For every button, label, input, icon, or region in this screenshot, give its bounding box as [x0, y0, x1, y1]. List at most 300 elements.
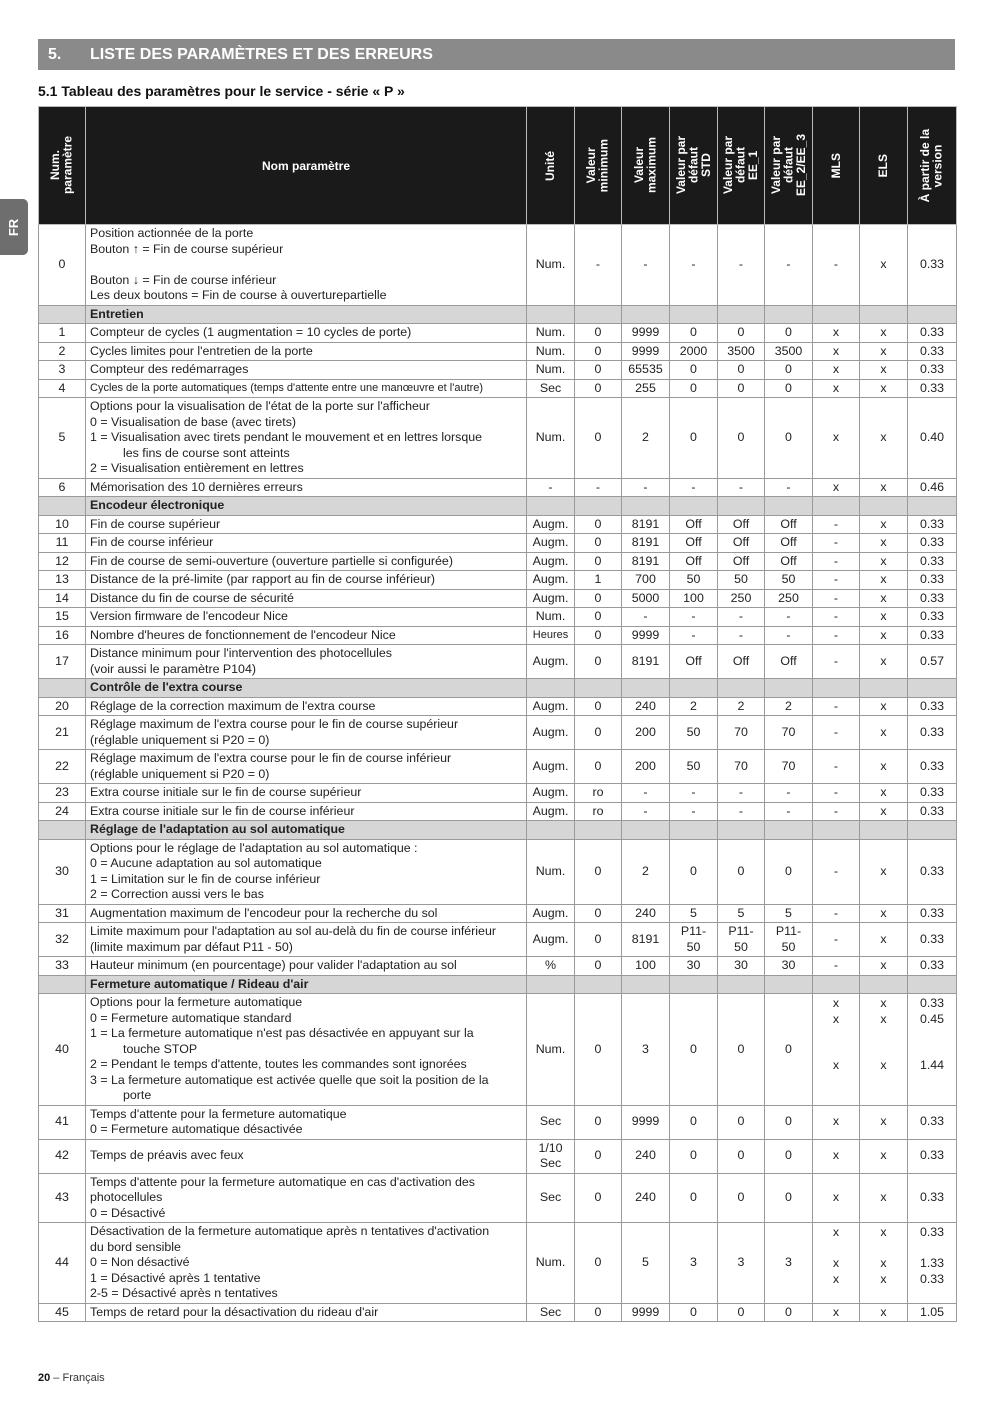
category-row: [39, 679, 957, 698]
param-ee23: -: [765, 626, 813, 645]
category-empty-cell: [813, 679, 860, 698]
param-ver: 0.57: [908, 645, 957, 679]
param-els-line: x: [880, 1256, 887, 1270]
param-min: 0: [575, 398, 622, 479]
param-els: x: [860, 1303, 908, 1322]
param-unit: Num.: [527, 342, 575, 361]
param-name: [86, 398, 527, 479]
category-empty-cell: [527, 679, 575, 698]
param-name: [86, 957, 527, 976]
param-ver-line: [911, 1027, 953, 1043]
param-els: x: [860, 626, 908, 645]
param-name: [86, 626, 527, 645]
param-max: 9999: [622, 342, 670, 361]
category-empty-cell: [622, 821, 670, 840]
param-num: 44: [39, 1223, 86, 1304]
param-name-line: 0 = Aucune adaptation au sol automatique: [90, 856, 322, 870]
param-ee23-line: 50: [781, 939, 796, 954]
param-name-line: Réglage maximum de l'extra course pour le fin de course supérieur: [90, 717, 459, 731]
param-max: 8191: [622, 534, 670, 553]
param-els-line: x: [880, 1271, 887, 1286]
param-els: x: [860, 1173, 908, 1223]
param-ee1: -: [718, 225, 765, 306]
param-num: 16: [39, 626, 86, 645]
param-els: x: [860, 716, 908, 750]
param-name-line: 3 = La fermeture automatique est activée quelle que soit la position de la: [90, 1072, 489, 1087]
param-name: [86, 750, 527, 784]
param-mls-line: x: [832, 996, 840, 1010]
param-min: 0: [575, 994, 622, 1106]
param-name-line: Fin de course de semi-ouverture (ouverture partielle si configurée): [90, 553, 453, 568]
param-num: 32: [39, 923, 86, 957]
param-ee1: -: [718, 626, 765, 645]
param-name-line: 2 = Correction aussi vers le bas: [90, 887, 264, 901]
param-mls: -: [813, 645, 860, 679]
table-row: [39, 478, 957, 497]
category-label: Contrôle de l'extra course: [86, 679, 527, 698]
param-min: 0: [575, 1105, 622, 1139]
param-std: 50: [670, 750, 718, 784]
param-name-line: Fin de course inférieur: [90, 535, 214, 549]
param-name: [86, 784, 527, 803]
category-row: [39, 497, 957, 516]
param-name: [86, 697, 527, 716]
param-name-line: Temps de préavis avec feux: [90, 1148, 244, 1163]
table-header-row: [39, 107, 957, 225]
param-els: x: [860, 515, 908, 534]
param-num: 41: [39, 1105, 86, 1139]
param-name-line: Options pour la visualisation de l'état de la porte sur l'afficheur: [90, 399, 430, 413]
param-els: x: [860, 534, 908, 553]
param-ee1: 0: [718, 1303, 765, 1322]
param-min: 0: [575, 923, 622, 957]
category-empty-cell: [765, 679, 813, 698]
table-row: [39, 398, 957, 479]
category-empty-cell: [575, 821, 622, 840]
param-num: 33: [39, 957, 86, 976]
param-num: 21: [39, 716, 86, 750]
category-empty-cell: [860, 975, 908, 994]
language-tab: [0, 199, 28, 255]
section-number: 5.: [48, 45, 62, 63]
param-ver-line: 0.45: [919, 1011, 945, 1026]
param-ee1: -: [718, 608, 765, 627]
table-row: [39, 342, 957, 361]
param-ver: 0.33: [908, 342, 957, 361]
param-ee23: -: [765, 608, 813, 627]
category-empty-cell: [622, 305, 670, 324]
param-max: 200: [622, 750, 670, 784]
param-name: [86, 361, 527, 380]
param-name: [86, 534, 527, 553]
param-ver: 0.33: [908, 1105, 957, 1139]
param-min: ro: [575, 784, 622, 803]
param-name-line: Compteur de cycles (1 augmentation = 10 cycles de porte): [90, 325, 412, 339]
param-mls-line: [816, 1027, 856, 1043]
param-name-line: Extra course initiale sur le fin de course supérieur: [90, 785, 362, 799]
param-ee1: 70: [718, 716, 765, 750]
table-row: [39, 571, 957, 590]
param-num: 1: [39, 324, 86, 343]
param-ver: 0.33: [908, 589, 957, 608]
param-std: -: [670, 478, 718, 497]
param-max: 5: [622, 1223, 670, 1304]
param-mls: -: [813, 784, 860, 803]
param-ver: 0.33: [908, 608, 957, 627]
param-ver: 0.33: [908, 750, 957, 784]
param-name-line: Options pour le réglage de l'adaptation au sol automatique :: [90, 840, 418, 855]
param-name-line: 1 = La fermeture automatique n'est pas désactivée en appuyant sur la: [90, 1026, 474, 1040]
param-els-line: [863, 1043, 904, 1059]
param-ver: 0.33: [908, 361, 957, 380]
param-unit: Num.: [527, 1223, 575, 1304]
param-name-line: Distance minimum pour l'intervention des photocellules: [90, 646, 392, 660]
param-std: Off: [670, 515, 718, 534]
param-ee1: 70: [718, 750, 765, 784]
param-els-line: [863, 1241, 904, 1257]
param-min: 0: [575, 697, 622, 716]
category-empty-cell: [527, 497, 575, 516]
param-name: [86, 1173, 527, 1223]
page-number: 20: [38, 1372, 51, 1384]
param-ee23: [765, 923, 813, 957]
param-ee23: 0: [765, 994, 813, 1106]
category-empty-cell: [670, 975, 718, 994]
param-ee1: Off: [718, 645, 765, 679]
param-ver: 0.33: [908, 802, 957, 821]
param-els: x: [860, 1139, 908, 1173]
param-ee23: -: [765, 802, 813, 821]
param-max: -: [622, 608, 670, 627]
param-ee1: [718, 923, 765, 957]
param-ee23: Off: [765, 515, 813, 534]
category-empty-cell: [908, 305, 957, 324]
category-empty-cell: [860, 821, 908, 840]
param-num: 15: [39, 608, 86, 627]
parameters-table: [38, 106, 957, 1322]
section-header: [38, 39, 955, 70]
param-num: 43: [39, 1173, 86, 1223]
param-num: 42: [39, 1139, 86, 1173]
param-mls: x: [813, 1173, 860, 1223]
category-empty-cell: [908, 679, 957, 698]
param-ee1-line: 50: [734, 939, 748, 954]
param-mls: x: [813, 1139, 860, 1173]
param-max: 5000: [622, 589, 670, 608]
table-row: [39, 1105, 957, 1139]
param-name-line: Mémorisation des 10 dernières erreurs: [90, 479, 303, 494]
param-num: 45: [39, 1303, 86, 1322]
param-num: 12: [39, 552, 86, 571]
param-min: 0: [575, 1139, 622, 1173]
param-name: [86, 839, 527, 904]
param-unit: Augm.: [527, 904, 575, 923]
param-unit: Heures: [527, 626, 575, 645]
param-name: [86, 379, 527, 398]
param-min: 0: [575, 534, 622, 553]
table-row: [39, 839, 957, 904]
header-mls: MLS: [813, 107, 860, 225]
category-num-cell: [39, 821, 86, 840]
param-unit: Num.: [527, 839, 575, 904]
param-name-line: Réglage maximum de l'extra course pour le fin de course inférieur: [90, 751, 452, 765]
header-version: À partir de la version: [908, 107, 957, 225]
param-name-line: porte: [123, 1088, 152, 1102]
param-ver: 0.33: [908, 225, 957, 306]
param-unit: %: [527, 957, 575, 976]
param-std-line: P11-: [680, 924, 707, 938]
param-name: [86, 342, 527, 361]
category-empty-cell: [670, 305, 718, 324]
param-min: 0: [575, 324, 622, 343]
param-name-line: Limite maximum pour l'adaptation au sol au-delà du fin de course inférieur: [90, 924, 496, 938]
param-num: 0: [39, 225, 86, 306]
param-std: -: [670, 225, 718, 306]
header-num: Num. paramètre: [39, 107, 86, 225]
param-name: [86, 589, 527, 608]
param-min: 0: [575, 645, 622, 679]
param-ee23: 5: [765, 904, 813, 923]
param-mls: -: [813, 552, 860, 571]
category-empty-cell: [813, 821, 860, 840]
param-std: 50: [670, 716, 718, 750]
param-els: x: [860, 398, 908, 479]
param-mls-line: x: [832, 1256, 840, 1270]
param-name-line: Augmentation maximum de l'encodeur pour la recherche du sol: [90, 905, 438, 920]
param-num: 17: [39, 645, 86, 679]
category-empty-cell: [908, 497, 957, 516]
category-empty-cell: [670, 821, 718, 840]
param-mls: -: [813, 608, 860, 627]
param-name: [86, 923, 527, 957]
category-empty-cell: [670, 679, 718, 698]
param-name-line: 0 = Fermeture automatique désactivée: [90, 1122, 303, 1136]
param-ee23: 0: [765, 324, 813, 343]
table-row: [39, 994, 957, 1106]
header-ee1: Valeur par défaut EE_1: [718, 107, 765, 225]
param-std: 0: [670, 1105, 718, 1139]
category-empty-cell: [575, 497, 622, 516]
param-unit: Augm.: [527, 645, 575, 679]
param-unit: Augm.: [527, 534, 575, 553]
param-num: 5: [39, 398, 86, 479]
param-els: x: [860, 904, 908, 923]
param-unit-line: 1/10: [538, 1140, 563, 1155]
param-std: 0: [670, 1303, 718, 1322]
param-els: x: [860, 379, 908, 398]
param-mls: -: [813, 716, 860, 750]
param-els: x: [860, 645, 908, 679]
param-ver: 0.33: [908, 515, 957, 534]
param-max: 2: [622, 398, 670, 479]
param-name-line: Cycles de la porte automatiques (temps d'attente entre une manœuvre et l'autre): [90, 381, 484, 394]
param-name-line: Désactivation de la fermeture automatique après n tentatives d'activation: [90, 1224, 490, 1238]
param-name-line: Options pour la fermeture automatique: [90, 995, 303, 1009]
param-std: -: [670, 784, 718, 803]
param-min: 0: [575, 379, 622, 398]
param-name-line: 1 = Limitation sur le fin de course inférieur: [90, 871, 321, 886]
param-ee1: Off: [718, 515, 765, 534]
category-num-cell: [39, 497, 86, 516]
param-unit: Augm.: [527, 571, 575, 590]
table-row: [39, 802, 957, 821]
param-mls: -: [813, 589, 860, 608]
category-empty-cell: [860, 497, 908, 516]
table-row: [39, 379, 957, 398]
param-els: x: [860, 478, 908, 497]
param-mls: [813, 1223, 860, 1304]
param-max: -: [622, 784, 670, 803]
param-els-line: x: [880, 996, 887, 1010]
param-ee1: 0: [718, 361, 765, 380]
param-name-line: 1 = Visualisation avec tirets pendant le mouvement et en lettres lorsque: [90, 430, 483, 444]
category-label: Entretien: [86, 305, 527, 324]
param-unit: Augm.: [527, 589, 575, 608]
param-unit: Augm.: [527, 716, 575, 750]
param-els-line: x: [880, 1058, 887, 1072]
param-max: 8191: [622, 552, 670, 571]
language-tab-label: FR: [6, 218, 22, 236]
param-mls: x: [813, 361, 860, 380]
param-name-line: [90, 257, 523, 273]
param-unit: Augm.: [527, 750, 575, 784]
table-row: [39, 1173, 957, 1223]
param-std: 50: [670, 571, 718, 590]
category-empty-cell: [813, 497, 860, 516]
param-num: 6: [39, 478, 86, 497]
param-ee1: 2: [718, 697, 765, 716]
param-name: [86, 716, 527, 750]
param-name-line: Position actionnée de la porte: [90, 226, 254, 240]
param-name-line: 0 = Non désactivé: [90, 1255, 190, 1269]
header-std: Valeur par défaut STD: [670, 107, 718, 225]
param-max: 100: [622, 957, 670, 976]
param-ee23: -: [765, 478, 813, 497]
param-ee23: 3: [765, 1223, 813, 1304]
param-ver: 0.33: [908, 923, 957, 957]
param-els: x: [860, 1105, 908, 1139]
param-max: 255: [622, 379, 670, 398]
param-name-line: Compteur des redémarrages: [90, 362, 249, 376]
param-name: [86, 802, 527, 821]
param-num: 13: [39, 571, 86, 590]
param-unit: Num.: [527, 361, 575, 380]
category-empty-cell: [860, 305, 908, 324]
category-empty-cell: [527, 305, 575, 324]
param-std: 0: [670, 1139, 718, 1173]
param-ee1: -: [718, 784, 765, 803]
param-name-line: Bouton ↑ = Fin de course supérieur: [90, 241, 284, 256]
category-row: [39, 975, 957, 994]
category-empty-cell: [622, 497, 670, 516]
param-max: 8191: [622, 923, 670, 957]
param-ee1: 0: [718, 1139, 765, 1173]
category-num-cell: [39, 679, 86, 698]
param-unit: Num.: [527, 608, 575, 627]
param-name-line: Fin de course supérieur: [90, 516, 221, 531]
param-min: 0: [575, 626, 622, 645]
param-num: 20: [39, 697, 86, 716]
table-row: [39, 552, 957, 571]
header-ee23: Valeur par défaut EE_2/EE_3: [765, 107, 813, 225]
category-label: Encodeur électronique: [86, 497, 527, 516]
param-name-line: 2-5 = Désactivé après n tentatives: [90, 1286, 278, 1300]
param-ee23-line: P11-: [775, 924, 802, 938]
param-min: 0: [575, 904, 622, 923]
param-name-line: Temps d'attente pour la fermeture automatique: [90, 1106, 347, 1121]
param-mls: -: [813, 839, 860, 904]
param-mls: -: [813, 534, 860, 553]
param-els-line: x: [880, 1011, 887, 1026]
param-name-line: 2 = Visualisation entièrement en lettres: [90, 461, 304, 475]
param-name: [86, 1223, 527, 1304]
param-max: 9999: [622, 626, 670, 645]
param-mls: -: [813, 225, 860, 306]
param-name-line: Temps de retard pour la désactivation du rideau d'air: [90, 1304, 379, 1319]
category-empty-cell: [860, 679, 908, 698]
param-ee23: 0: [765, 398, 813, 479]
category-label: Fermeture automatique / Rideau d'air: [86, 975, 527, 994]
param-name-line: Nombre d'heures de fonctionnement de l'encodeur Nice: [90, 627, 396, 642]
param-els: x: [860, 589, 908, 608]
param-max: 200: [622, 716, 670, 750]
table-body: [39, 225, 957, 1322]
param-ver-line: 0.33: [919, 996, 945, 1010]
param-std: 0: [670, 398, 718, 479]
param-name-line: Hauteur minimum (en pourcentage) pour valider l'adaptation au sol: [90, 958, 457, 972]
param-els: x: [860, 552, 908, 571]
param-name: [86, 645, 527, 679]
subsection-title: 5.1 Tableau des paramètres pour le service - série « P »: [38, 83, 405, 99]
param-num: 31: [39, 904, 86, 923]
param-mls: -: [813, 515, 860, 534]
param-unit-line: Sec: [539, 1156, 562, 1170]
param-min: 0: [575, 716, 622, 750]
param-els: x: [860, 342, 908, 361]
category-empty-cell: [765, 305, 813, 324]
param-max: -: [622, 225, 670, 306]
param-std: 0: [670, 324, 718, 343]
param-ee1: 250: [718, 589, 765, 608]
param-els: x: [860, 697, 908, 716]
table-row: [39, 626, 957, 645]
param-ver: [908, 994, 957, 1106]
param-unit: Sec: [527, 379, 575, 398]
param-els: x: [860, 324, 908, 343]
param-min: 0: [575, 1223, 622, 1304]
param-std: 30: [670, 957, 718, 976]
param-name-line: Extra course initiale sur le fin de course inférieur: [90, 803, 355, 818]
param-mls: [813, 994, 860, 1106]
param-ver-line: 1.33: [919, 1256, 945, 1270]
param-name: [86, 1105, 527, 1139]
param-ver: 0.33: [908, 379, 957, 398]
param-ee23: 250: [765, 589, 813, 608]
param-ee1: 0: [718, 994, 765, 1106]
param-num: 30: [39, 839, 86, 904]
param-max: 2: [622, 839, 670, 904]
page-footer: [38, 1372, 105, 1384]
param-ee1-line: P11-: [728, 924, 754, 938]
param-num: 11: [39, 534, 86, 553]
param-name: [86, 324, 527, 343]
category-empty-cell: [908, 821, 957, 840]
table-row: [39, 1223, 957, 1304]
param-mls-line: [816, 1241, 856, 1257]
param-unit: Num.: [527, 398, 575, 479]
param-ver: 0.33: [908, 697, 957, 716]
param-max: 8191: [622, 515, 670, 534]
